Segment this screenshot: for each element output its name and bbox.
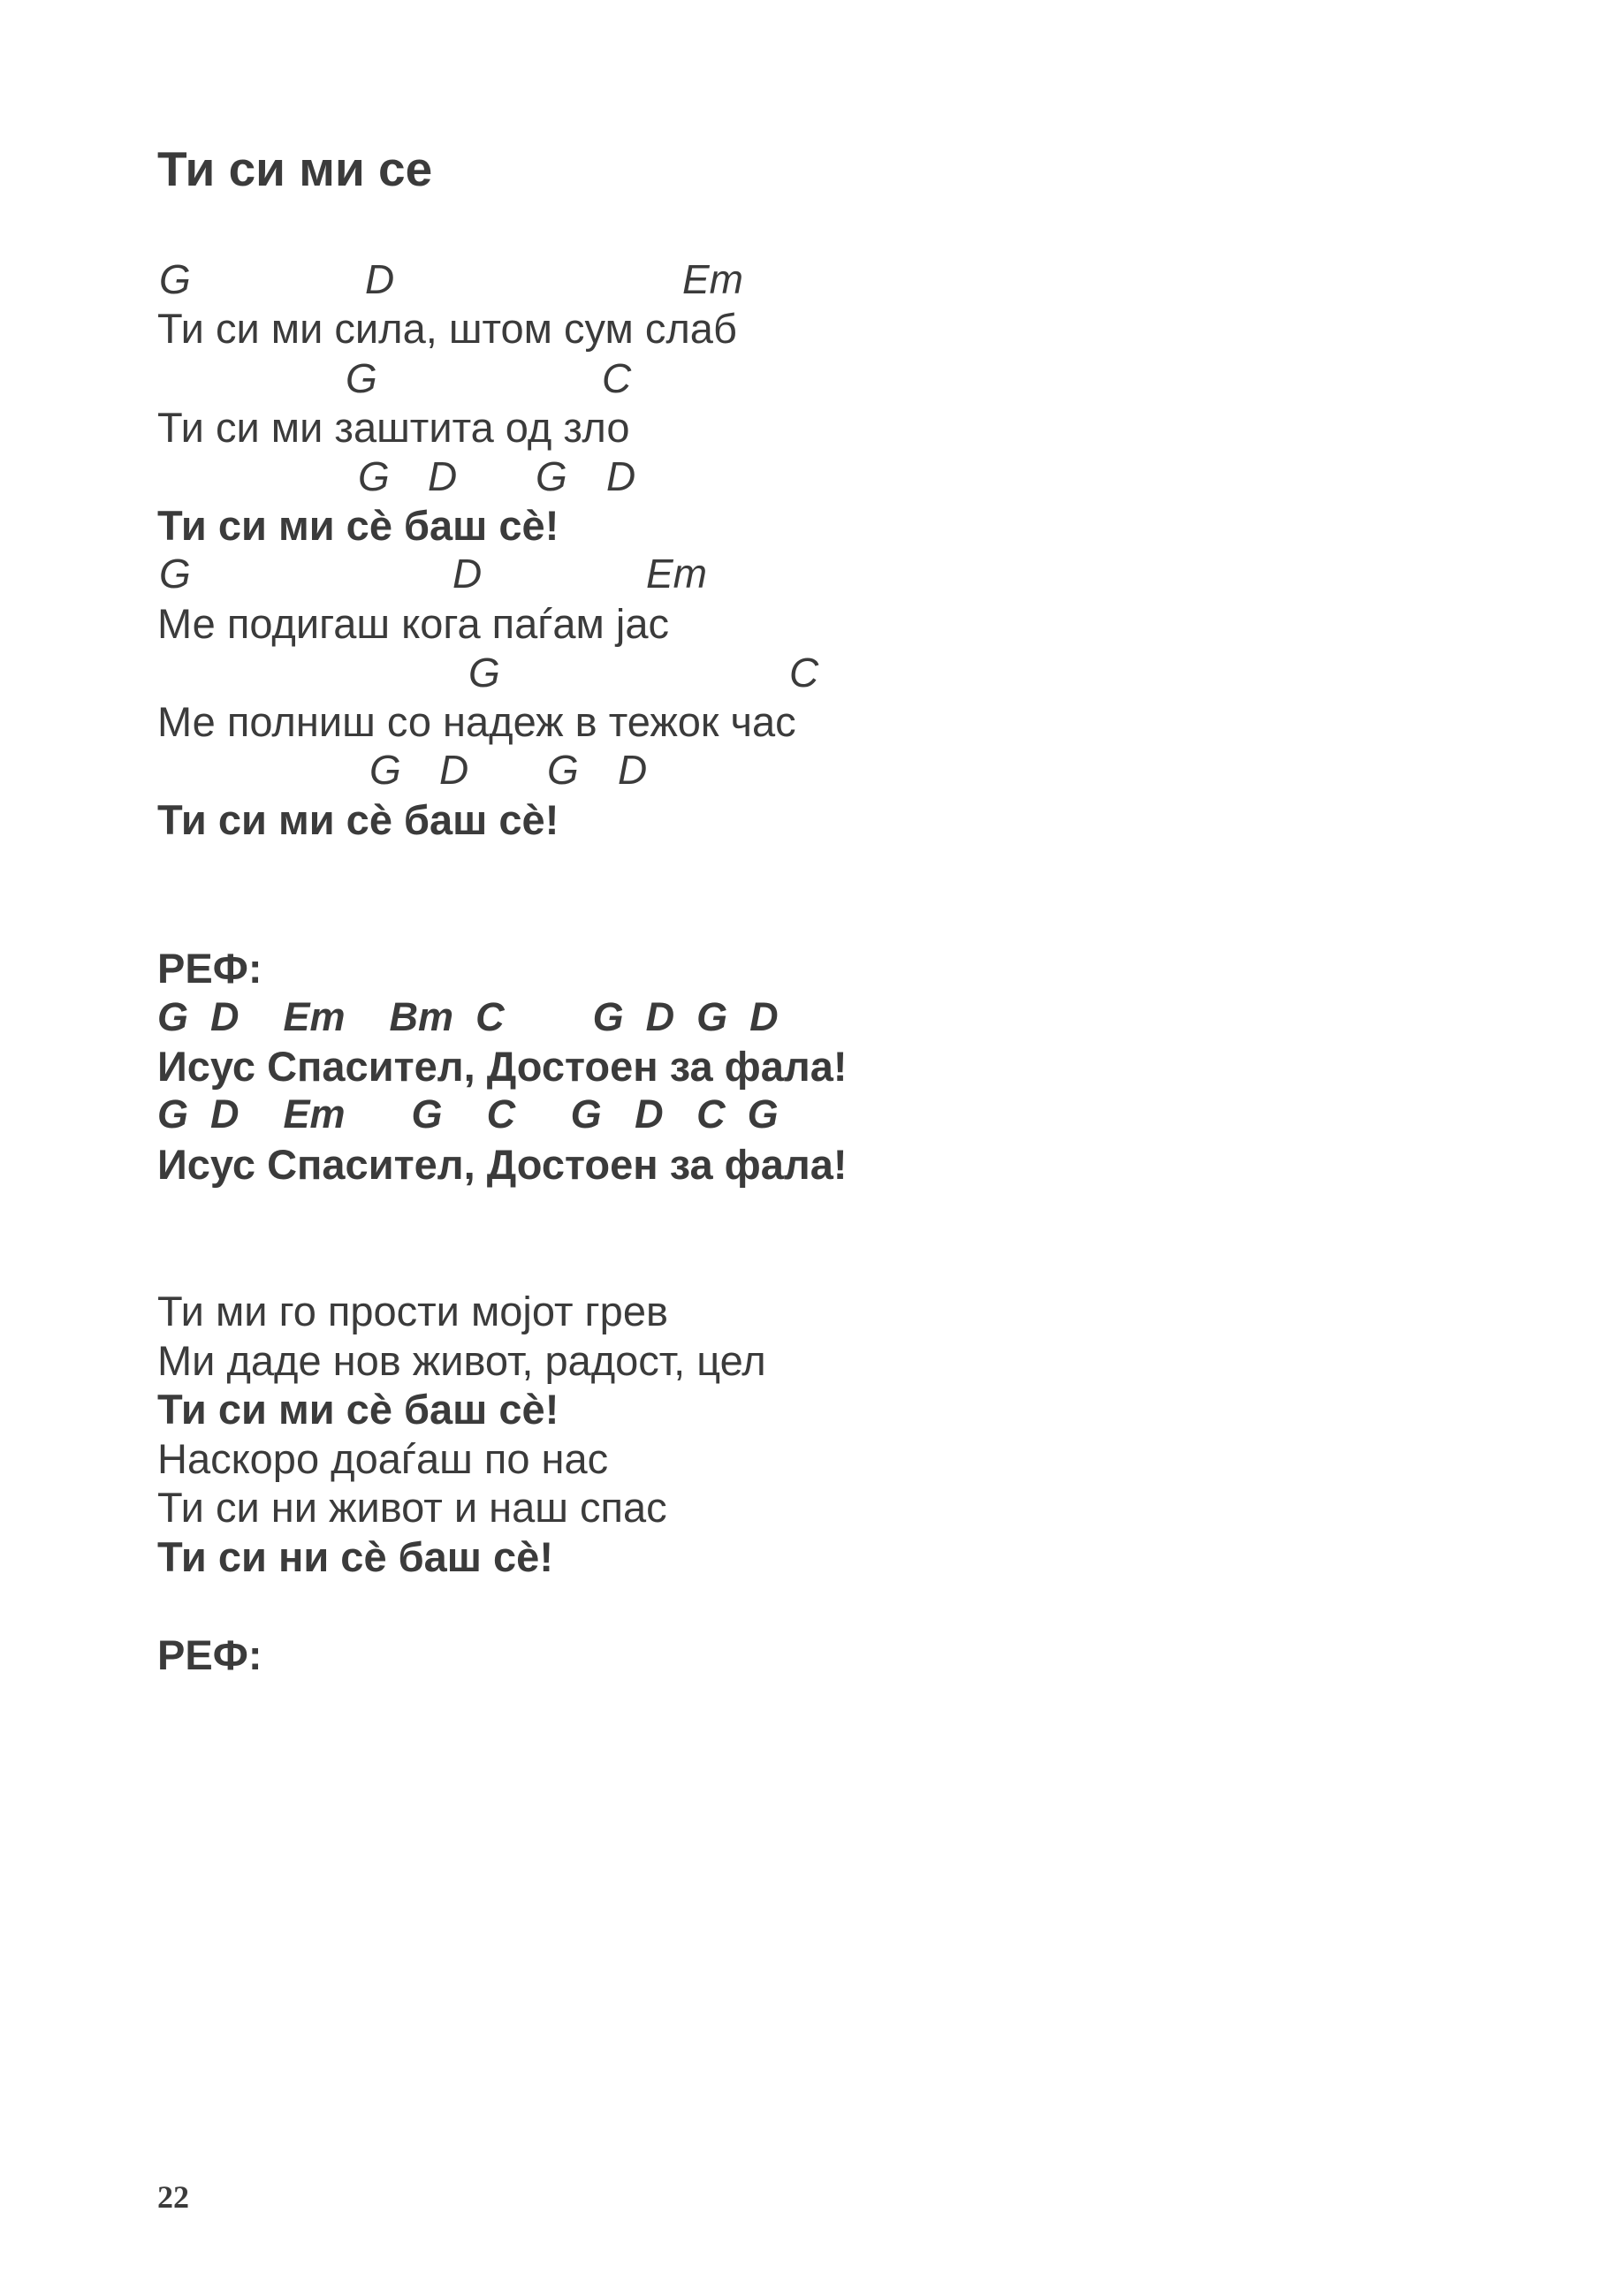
chord: Em <box>682 256 743 302</box>
chorus-chords: G D Em G C G D C G <box>157 1091 779 1137</box>
lyric-line: Ти си ми сѐ баш сѐ! <box>157 502 559 549</box>
chord: D <box>452 551 483 597</box>
chord: G <box>159 256 191 302</box>
chorus-chords: G D Em Bm C G D G D <box>157 994 779 1039</box>
lyric-line: Наскоро доаѓаш по нас <box>157 1435 609 1482</box>
lyric-line: Ме полниш со надеж в тежок час <box>157 698 796 745</box>
lyric-line: Ти си ми заштита од зло <box>157 404 630 451</box>
chord: G <box>358 453 390 499</box>
page-number: 22 <box>157 2179 189 2215</box>
chord: G <box>536 453 567 499</box>
chorus-repeat-label: РЕФ: <box>157 1631 262 1678</box>
lyric-line: Ти си ни сѐ баш сѐ! <box>157 1533 553 1580</box>
chord: G <box>369 747 401 793</box>
chorus-label: РЕФ: <box>157 945 262 992</box>
lyric-line: Ми даде нов живот, радост, цел <box>157 1337 766 1384</box>
lyric-line: Ме подигаш кога паѓам јас <box>157 600 669 647</box>
chord: G <box>547 747 579 793</box>
song-title: Ти си ми се <box>157 141 433 196</box>
chorus-line: Исус Спасител, Достоен за фала! <box>157 1043 848 1090</box>
chord: D <box>618 747 648 793</box>
lyric-line: Ти си ни живот и наш спас <box>157 1484 667 1531</box>
chord: C <box>602 355 632 401</box>
chord: D <box>606 453 636 499</box>
chord: Em <box>646 551 707 597</box>
lyric-line: Ти си ми сила, штом сум слаб <box>157 305 737 352</box>
chord: D <box>365 256 395 302</box>
lyric-line: Ти си ми сѐ баш сѐ! <box>157 796 559 843</box>
chord: C <box>789 650 819 696</box>
lyric-line: Ти си ми сѐ баш сѐ! <box>157 1386 559 1433</box>
chorus-line: Исус Спасител, Достоен за фала! <box>157 1141 848 1188</box>
chord: G <box>468 650 500 696</box>
chord: D <box>428 453 458 499</box>
chord: D <box>439 747 469 793</box>
chord: G <box>346 355 377 401</box>
lyric-line: Ти ми го прости мојот грев <box>157 1288 668 1334</box>
chord: G <box>159 551 191 597</box>
